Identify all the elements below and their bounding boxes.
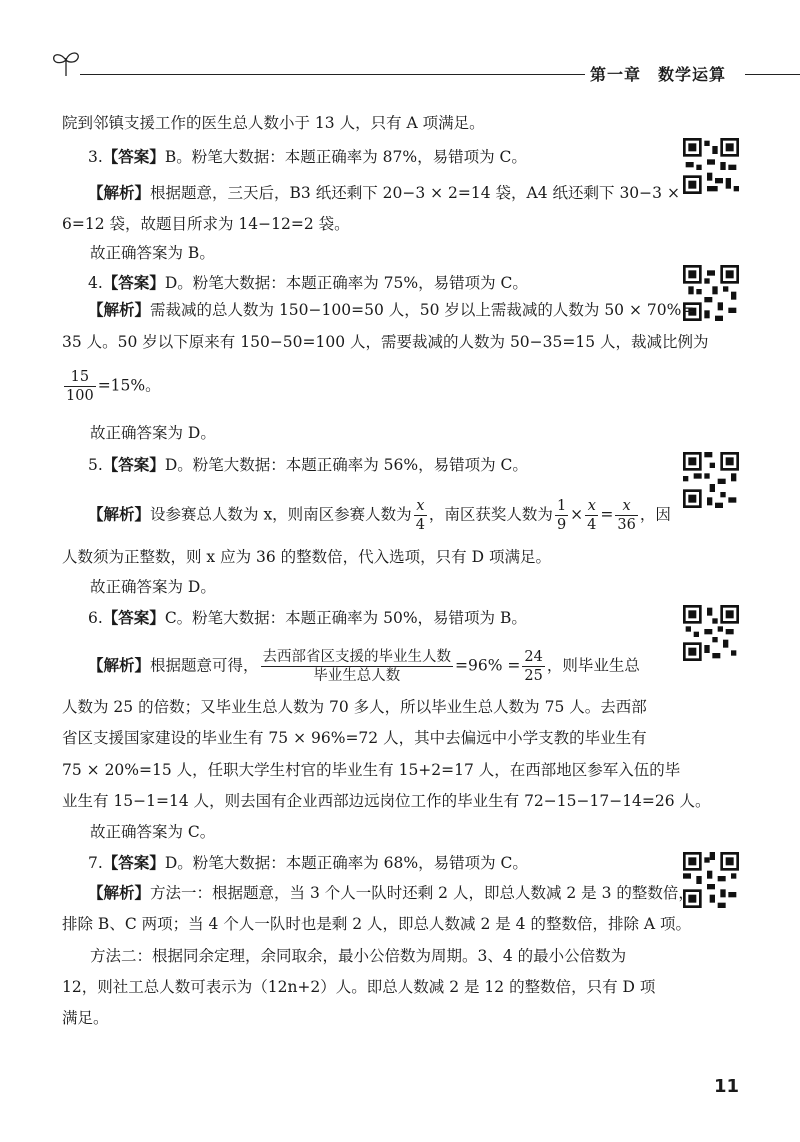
q5-explanation-l2: 人数须为正整数，则 x 应为 36 的整数倍，代入选项，只有 D 项满足。 (62, 548, 551, 566)
fraction (414, 497, 427, 534)
q5-seg: ，南区获奖人数为 (428, 505, 553, 524)
q4-answer (88, 271, 528, 295)
explanation-tag: 【解析】 (88, 505, 151, 524)
q7-answer-text: D。粉笔大数据：本题正确率为 68%，易错项为 C。 (164, 854, 528, 872)
q4-explanation-l2: 35 人。50 岁以下原来有 150−50=100 人，需要裁减的人数为 50−35=15 人，裁减比例为 (62, 333, 709, 351)
q7-answer (88, 851, 528, 875)
q7-explanation-l3: 方法二：根据同余定理，余同取余，最小公倍数为周期。3、4 的最小公倍数为 (90, 947, 627, 965)
q7-explanation-l5: 满足。 (62, 1009, 109, 1027)
q4-explanation-l3 (62, 368, 161, 405)
fraction-numerator: 1 (556, 498, 567, 514)
q4-frac-tail: =15%。 (97, 376, 161, 395)
chapter-title: 第一章 数学运算 (590, 65, 727, 84)
fraction (522, 648, 544, 685)
answer-tag: 【答案】 (102, 456, 165, 474)
answer-tag: 【答案】 (102, 148, 165, 166)
q7-explanation-l1 (88, 881, 694, 905)
fraction (64, 368, 96, 405)
fraction-denominator: 毕业生总人数 (313, 668, 401, 684)
fraction-numerator: 去西部省区支援的毕业生人数 (262, 649, 452, 665)
qr-code-icon[interactable] (683, 138, 739, 194)
q5-seg: × (570, 505, 584, 524)
q7-number: 7. (88, 854, 103, 872)
q6-seg: =96% = (455, 656, 521, 675)
q4-answer-text: D。粉笔大数据：本题正确率为 75%，易错项为 C。 (164, 274, 528, 292)
q4-conclusion: 故正确答案为 D。 (90, 424, 216, 442)
fraction-numerator: x (615, 497, 637, 516)
q6-explanation-l3: 省区支援国家建设的毕业生有 75 × 96%=72 人，其中去偏远中小学支教的毕业生有 (62, 729, 647, 747)
fraction (555, 497, 568, 534)
q3-answer (88, 145, 527, 169)
page-header (0, 0, 800, 100)
sprout-icon (50, 48, 84, 78)
q6-explanation-l4: 75 × 20%=15 人，任职大学生村官的毕业生有 15+2=17 人，在西部地区参军入伍的毕 (62, 761, 681, 779)
page-number: 11 (714, 1076, 740, 1097)
fraction-denominator: 9 (556, 517, 567, 533)
fraction (261, 648, 454, 685)
explanation-tag: 【解析】 (88, 884, 151, 902)
q5-seg: 设参赛总人数为 x，则南区参赛人数为 (150, 505, 412, 524)
qr-code-icon[interactable] (683, 452, 739, 508)
fraction-numerator: 15 (64, 368, 96, 387)
fraction-numerator: 24 (524, 649, 543, 665)
q7-exp-text: 方法一：根据题意，当 3 个人一队时还剩 2 人，即总人数减 2 是 3 的整数倍， (150, 884, 694, 902)
q5-answer-text: D。粉笔大数据：本题正确率为 56%，易错项为 C。 (164, 456, 528, 474)
q5-explanation-l1 (88, 497, 671, 534)
q6-conclusion: 故正确答案为 C。 (90, 823, 216, 841)
q3-conclusion: 故正确答案为 B。 (90, 244, 215, 262)
fraction-numerator: x (414, 497, 427, 516)
fraction (585, 497, 598, 534)
q3-exp-text: 根据题意，三天后，B3 纸还剩下 20−3 × 2=14 袋，A4 纸还剩下 30−3 × (150, 184, 680, 202)
answer-tag: 【答案】 (102, 274, 165, 292)
fraction-denominator: 100 (66, 388, 94, 404)
q7-explanation-l2: 排除 B、C 两项；当 4 个人一队时也是剩 2 人，即总人数减 2 是 4 的整数倍，排除 A 项。 (62, 915, 692, 933)
answer-tag: 【答案】 (102, 854, 165, 872)
qr-code-icon[interactable] (683, 605, 739, 661)
fraction (615, 497, 637, 534)
q7-explanation-l4: 12，则社工总人数可表示为（12n+2）人。即总人数减 2 是 12 的整数倍，只有 D 项 (62, 978, 656, 996)
fraction-denominator: 36 (617, 517, 636, 533)
q5-seg: = (600, 505, 614, 524)
q4-exp-text: 需裁减的总人数为 150−100=50 人，50 岁以上需裁减的人数为 50 × 70%= (150, 301, 695, 319)
q3-number: 3. (88, 148, 103, 166)
q3-explanation-l1 (88, 181, 680, 205)
q3-answer-text: B。粉笔大数据：本题正确率为 87%，易错项为 C。 (164, 148, 527, 166)
header-rule-left (80, 74, 585, 75)
q6-number: 6. (88, 609, 103, 627)
explanation-tag: 【解析】 (88, 184, 151, 202)
q6-answer-text: C。粉笔大数据：本题正确率为 50%，易错项为 B。 (164, 609, 527, 627)
fraction-denominator: 4 (587, 517, 597, 533)
q6-seg: ，则毕业生总 (546, 656, 640, 675)
explanation-tag: 【解析】 (88, 656, 151, 675)
q6-explanation-l1 (88, 648, 640, 685)
fraction-numerator: x (585, 497, 598, 516)
explanation-tag: 【解析】 (88, 301, 151, 319)
q5-conclusion: 故正确答案为 D。 (90, 578, 216, 596)
q5-answer (88, 453, 528, 477)
fraction-denominator: 25 (524, 668, 543, 684)
q3-explanation-l2: 6=12 袋，故题目所求为 14−12=2 袋。 (62, 215, 350, 233)
q4-number: 4. (88, 274, 103, 292)
fraction-denominator: 4 (415, 517, 425, 533)
q4-explanation-l1 (88, 298, 694, 322)
header-rule-right (745, 74, 800, 75)
q5-number: 5. (88, 456, 103, 474)
q6-answer (88, 606, 527, 630)
q5-seg: ，因 (639, 505, 671, 524)
answer-tag: 【答案】 (102, 609, 165, 627)
q6-explanation-l5: 业生有 15−1=14 人，则去国有企业西部边远岗位工作的毕业生有 72−15−17−14=26 人。 (62, 792, 711, 810)
paragraph-continuation: 院到邻镇支援工作的医生总人数小于 13 人，只有 A 项满足。 (62, 114, 485, 132)
q6-seg: 根据题意可得， (150, 656, 259, 675)
q6-explanation-l2: 人数为 25 的倍数；又毕业生总人数为 70 多人，所以毕业生总人数为 75 人。去西部 (62, 698, 647, 716)
